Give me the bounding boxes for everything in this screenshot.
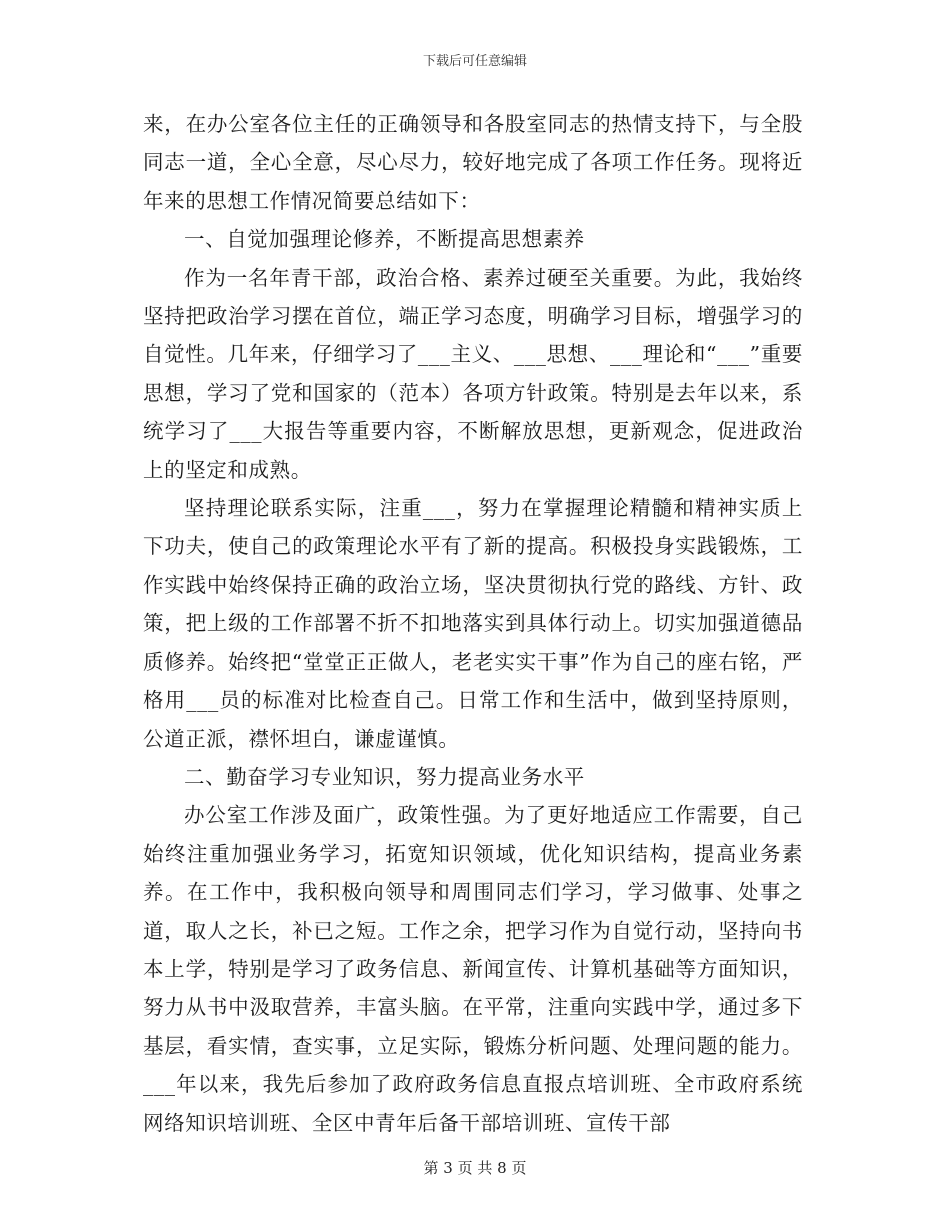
section-heading-1: 一、自觉加强理论修养，不断提高思想素养 [184,227,585,252]
paragraph-theory-study: 作为一名年青干部，政治合格、素养过硬至关重要。为此，我始终坚持把政治学习摆在首位，端正学习态度，明确学习目标，增强学习的自觉性。几年来，仔细学习了___主义、___思想、___理论和“___”重要思想，学习了党和国家的（范本）各项方针政策。特别是去年以来，系统学习了___大报告等重要内容，不断解放思想，更新观念，促进政治上的坚定和成熟。 [143,265,803,482]
page-number-footer: 第 3 页 共 8 页 [423,1159,527,1177]
paragraph-intro: 来，在办公室各位主任的正确领导和各股室同志的热情支持下，与全股同志一道，全心全意，尽心尽力，较好地完成了各项工作任务。现将近年来的思想工作情况简要总结如下： [143,112,803,213]
section-heading-2: 二、勤奋学习专业知识，努力提高业务水平 [184,764,585,789]
paragraph-professional-study: 办公室工作涉及面广，政策性强。为了更好地适应工作需要，自己始终注重加强业务学习，拓宽知识领域，优化知识结构，提高业务素养。在工作中，我积极向领导和周围同志们学习，学习做事、处事之道，取人之长，补已之短。工作之余，把学习作为自觉行动，坚持向书本上学，特别是学习了政务信息、新闻宣传、计算机基础等方面知识，努力从书中汲取营养，丰富头脑。在平常，注重向实践中学，通过多下基层，看实情，查实事，立足实际，锻炼分析问题、处理问题的能力。___年以来，我先后参加了政府政务信息直报点培训班、全市政府系统网络知识培训班、全区中青年后备干部培训班、宣传干部 [143,803,803,1135]
page-header-note: 下载后可任意编辑 [422,54,527,69]
paragraph-theory-practice: 坚持理论联系实际，注重___，努力在掌握理论精髓和精神实质上下功夫，使自己的政策理论水平有了新的提高。积极投身实践锻炼，工作实践中始终保持正确的政治立场，坚决贯彻执行党的路线、方针、政策，把上级的工作部署不折不扣地落实到具体行动上。切实加强道德品质修养。始终把“堂堂正正做人，老老实实干事”作为自己的座右铭，严格用___员的标准对比检查自己。日常工作和生活中，做到坚持原则，公道正派，襟怀坦白，谦虚谨慎。 [143,496,803,751]
document-body [143,105,803,1142]
